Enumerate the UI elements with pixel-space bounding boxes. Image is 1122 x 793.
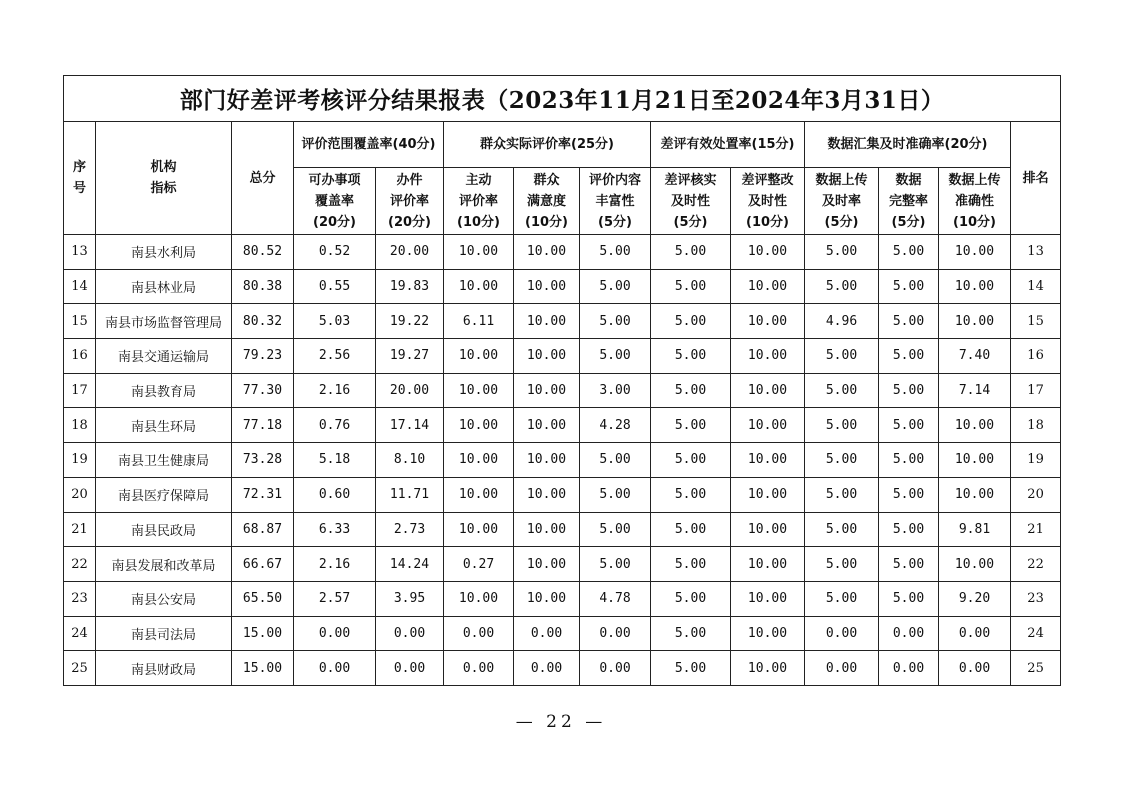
cell-total: 65.50: [232, 581, 294, 616]
subheader-6-line2: (10分): [746, 214, 789, 230]
cell-coverage: 2.57: [294, 581, 376, 616]
cell-satisfaction: 10.00: [514, 547, 580, 582]
subheader-5-line2: (5分): [673, 214, 708, 230]
table-row: [64, 547, 1061, 582]
table-row: [64, 235, 1061, 270]
subheader-2-line0: 主动: [465, 172, 492, 188]
cell-org-name: 南县市场监督管理局: [96, 304, 232, 339]
header-group-data: 数据汇集及时准确率(20分): [805, 122, 1011, 168]
cell-richness: 5.00: [580, 512, 651, 547]
cell-richness: 5.00: [580, 339, 651, 374]
cell-upload-timeliness: 5.00: [805, 408, 879, 443]
subheader-9: [939, 168, 1011, 235]
cell-verify-timeliness: 5.00: [651, 408, 731, 443]
cell-seq: 25: [64, 651, 96, 686]
cell-coverage: 0.00: [294, 651, 376, 686]
cell-accuracy: 7.14: [939, 373, 1011, 408]
subheader-4-line1: 丰富性: [595, 193, 635, 209]
subheader-2: [444, 168, 514, 235]
cell-coverage: 2.16: [294, 373, 376, 408]
cell-verify-timeliness: 5.00: [651, 547, 731, 582]
subheader-9-line2: (10分): [953, 214, 996, 230]
cell-completeness: 5.00: [879, 269, 939, 304]
subheader-8-line1: 完整率: [888, 193, 928, 209]
cell-seq: 19: [64, 443, 96, 478]
cell-verify-timeliness: 5.00: [651, 304, 731, 339]
cell-rectify-timeliness: 10.00: [731, 269, 805, 304]
cell-accuracy: 10.00: [939, 304, 1011, 339]
cell-coverage: 0.60: [294, 477, 376, 512]
cell-accuracy: 10.00: [939, 408, 1011, 443]
cell-richness: 5.00: [580, 269, 651, 304]
cell-satisfaction: 10.00: [514, 235, 580, 270]
table-row: [64, 373, 1061, 408]
cell-seq: 23: [64, 581, 96, 616]
cell-rank: 24: [1011, 616, 1061, 651]
subheader-4-line0: 评价内容: [588, 172, 641, 188]
subheader-9-line1: 准确性: [954, 193, 994, 209]
header-org: [96, 122, 232, 235]
header-seq: [64, 122, 96, 235]
subheader-8: [879, 168, 939, 235]
header-seq-line1: 序: [72, 160, 86, 175]
cell-handled-rate: 20.00: [376, 235, 444, 270]
cell-verify-timeliness: 5.00: [651, 616, 731, 651]
cell-richness: 4.28: [580, 408, 651, 443]
cell-upload-timeliness: 5.00: [805, 443, 879, 478]
cell-seq: 13: [64, 235, 96, 270]
cell-upload-timeliness: 5.00: [805, 512, 879, 547]
cell-org-name: 南县交通运输局: [96, 339, 232, 374]
cell-active-rate: 10.00: [444, 339, 514, 374]
subheader-3-line2: (10分): [525, 214, 568, 230]
cell-rectify-timeliness: 10.00: [731, 339, 805, 374]
cell-handled-rate: 2.73: [376, 512, 444, 547]
cell-rectify-timeliness: 10.00: [731, 616, 805, 651]
cell-richness: 0.00: [580, 616, 651, 651]
subheader-4-line2: (5分): [598, 214, 632, 230]
cell-active-rate: 0.00: [444, 616, 514, 651]
table-row: [64, 408, 1061, 443]
subheader-3-line0: 群众: [533, 172, 560, 188]
cell-upload-timeliness: 5.00: [805, 581, 879, 616]
cell-total: 68.87: [232, 512, 294, 547]
cell-active-rate: 0.27: [444, 547, 514, 582]
cell-rank: 17: [1011, 373, 1061, 408]
table-row: [64, 304, 1061, 339]
cell-completeness: 5.00: [879, 235, 939, 270]
cell-completeness: 5.00: [879, 373, 939, 408]
cell-rectify-timeliness: 10.00: [731, 235, 805, 270]
subheader-5-line0: 差评核实: [664, 172, 717, 188]
cell-handled-rate: 19.27: [376, 339, 444, 374]
cell-active-rate: 10.00: [444, 581, 514, 616]
cell-upload-timeliness: 5.00: [805, 373, 879, 408]
cell-rank: 21: [1011, 512, 1061, 547]
cell-upload-timeliness: 5.00: [805, 235, 879, 270]
header-seq-line2: 号: [72, 181, 86, 196]
cell-rank: 18: [1011, 408, 1061, 443]
cell-seq: 16: [64, 339, 96, 374]
cell-coverage: 0.52: [294, 235, 376, 270]
cell-richness: 5.00: [580, 443, 651, 478]
cell-coverage: 6.33: [294, 512, 376, 547]
cell-org-name: 南县卫生健康局: [96, 443, 232, 478]
cell-accuracy: 10.00: [939, 477, 1011, 512]
report-title: 部门好差评考核评分结果报表（2023年11月21日至2024年3月31日）: [64, 76, 1061, 122]
cell-verify-timeliness: 5.00: [651, 269, 731, 304]
cell-completeness: 0.00: [879, 616, 939, 651]
cell-total: 15.00: [232, 616, 294, 651]
cell-active-rate: 0.00: [444, 651, 514, 686]
cell-handled-rate: 8.10: [376, 443, 444, 478]
cell-satisfaction: 10.00: [514, 477, 580, 512]
cell-accuracy: 7.40: [939, 339, 1011, 374]
cell-rank: 14: [1011, 269, 1061, 304]
cell-org-name: 南县林业局: [96, 269, 232, 304]
header-group-evaluation: 群众实际评价率(25分): [444, 122, 651, 168]
cell-rectify-timeliness: 10.00: [731, 651, 805, 686]
subheader-6-line0: 差评整改: [741, 172, 794, 188]
cell-org-name: 南县公安局: [96, 581, 232, 616]
cell-coverage: 0.55: [294, 269, 376, 304]
cell-total: 80.32: [232, 304, 294, 339]
cell-verify-timeliness: 5.00: [651, 581, 731, 616]
cell-active-rate: 10.00: [444, 443, 514, 478]
cell-org-name: 南县医疗保障局: [96, 477, 232, 512]
cell-total: 73.28: [232, 443, 294, 478]
subheader-9-line0: 数据上传: [948, 172, 1001, 188]
cell-rank: 22: [1011, 547, 1061, 582]
subheader-1-line1: 评价率: [389, 193, 429, 209]
table-row: [64, 339, 1061, 374]
table-row: [64, 512, 1061, 547]
cell-verify-timeliness: 5.00: [651, 443, 731, 478]
cell-upload-timeliness: 5.00: [805, 477, 879, 512]
table-row: [64, 581, 1061, 616]
subheader-7-line0: 数据上传: [815, 172, 868, 188]
cell-handled-rate: 19.83: [376, 269, 444, 304]
cell-upload-timeliness: 4.96: [805, 304, 879, 339]
cell-accuracy: 0.00: [939, 616, 1011, 651]
cell-org-name: 南县生环局: [96, 408, 232, 443]
cell-completeness: 5.00: [879, 477, 939, 512]
cell-completeness: 5.00: [879, 547, 939, 582]
cell-seq: 22: [64, 547, 96, 582]
score-report-table: [63, 75, 1061, 686]
cell-upload-timeliness: 5.00: [805, 339, 879, 374]
cell-completeness: 0.00: [879, 651, 939, 686]
cell-accuracy: 10.00: [939, 547, 1011, 582]
cell-coverage: 5.18: [294, 443, 376, 478]
cell-total: 79.23: [232, 339, 294, 374]
cell-org-name: 南县发展和改革局: [96, 547, 232, 582]
cell-completeness: 5.00: [879, 581, 939, 616]
cell-total: 77.18: [232, 408, 294, 443]
cell-verify-timeliness: 5.00: [651, 235, 731, 270]
header-org-line1: 机构: [150, 160, 177, 175]
header-org-line2: 指标: [150, 181, 177, 196]
table-row: [64, 443, 1061, 478]
cell-satisfaction: 10.00: [514, 304, 580, 339]
header-total: 总分: [232, 122, 294, 235]
subheader-7-line1: 及时率: [821, 193, 861, 209]
subheader-1-line2: (20分): [388, 214, 431, 230]
cell-completeness: 5.00: [879, 512, 939, 547]
table-row: [64, 651, 1061, 686]
subheader-6: [731, 168, 805, 235]
cell-verify-timeliness: 5.00: [651, 512, 731, 547]
cell-org-name: 南县教育局: [96, 373, 232, 408]
cell-rank: 20: [1011, 477, 1061, 512]
cell-active-rate: 10.00: [444, 235, 514, 270]
cell-rectify-timeliness: 10.00: [731, 477, 805, 512]
subheader-3-line1: 满意度: [526, 193, 566, 209]
cell-total: 80.52: [232, 235, 294, 270]
cell-seq: 20: [64, 477, 96, 512]
subheader-8-line0: 数据: [895, 172, 922, 188]
cell-active-rate: 10.00: [444, 512, 514, 547]
cell-seq: 17: [64, 373, 96, 408]
cell-seq: 15: [64, 304, 96, 339]
cell-rectify-timeliness: 10.00: [731, 443, 805, 478]
cell-org-name: 南县民政局: [96, 512, 232, 547]
table-row: [64, 269, 1061, 304]
cell-coverage: 2.56: [294, 339, 376, 374]
cell-seq: 21: [64, 512, 96, 547]
subheader-2-line2: (10分): [457, 214, 500, 230]
cell-seq: 14: [64, 269, 96, 304]
cell-coverage: 0.76: [294, 408, 376, 443]
cell-rank: 25: [1011, 651, 1061, 686]
cell-rectify-timeliness: 10.00: [731, 408, 805, 443]
cell-satisfaction: 10.00: [514, 408, 580, 443]
cell-rectify-timeliness: 10.00: [731, 512, 805, 547]
cell-accuracy: 0.00: [939, 651, 1011, 686]
cell-total: 77.30: [232, 373, 294, 408]
cell-seq: 18: [64, 408, 96, 443]
cell-satisfaction: 0.00: [514, 616, 580, 651]
cell-handled-rate: 0.00: [376, 651, 444, 686]
cell-completeness: 5.00: [879, 339, 939, 374]
cell-seq: 24: [64, 616, 96, 651]
subheader-6-line1: 及时性: [747, 193, 787, 209]
cell-org-name: 南县司法局: [96, 616, 232, 651]
cell-satisfaction: 10.00: [514, 269, 580, 304]
cell-rank: 16: [1011, 339, 1061, 374]
cell-handled-rate: 11.71: [376, 477, 444, 512]
cell-rank: 15: [1011, 304, 1061, 339]
cell-satisfaction: 10.00: [514, 339, 580, 374]
cell-handled-rate: 3.95: [376, 581, 444, 616]
cell-coverage: 2.16: [294, 547, 376, 582]
cell-completeness: 5.00: [879, 443, 939, 478]
cell-handled-rate: 17.14: [376, 408, 444, 443]
cell-rectify-timeliness: 10.00: [731, 547, 805, 582]
cell-satisfaction: 0.00: [514, 651, 580, 686]
subheader-8-line2: (5分): [891, 214, 926, 230]
subheader-5: [651, 168, 731, 235]
cell-handled-rate: 19.22: [376, 304, 444, 339]
cell-active-rate: 10.00: [444, 408, 514, 443]
cell-completeness: 5.00: [879, 408, 939, 443]
cell-total: 80.38: [232, 269, 294, 304]
cell-total: 66.67: [232, 547, 294, 582]
cell-rectify-timeliness: 10.00: [731, 304, 805, 339]
cell-richness: 5.00: [580, 235, 651, 270]
cell-handled-rate: 0.00: [376, 616, 444, 651]
cell-total: 72.31: [232, 477, 294, 512]
header-rank: 排名: [1011, 122, 1061, 235]
subheader-7-line2: (5分): [824, 214, 859, 230]
cell-richness: 0.00: [580, 651, 651, 686]
cell-richness: 5.00: [580, 547, 651, 582]
subheader-5-line1: 及时性: [670, 193, 710, 209]
cell-richness: 5.00: [580, 477, 651, 512]
subheader-0-line2: (20分): [313, 214, 356, 230]
cell-org-name: 南县水利局: [96, 235, 232, 270]
cell-verify-timeliness: 5.00: [651, 373, 731, 408]
cell-active-rate: 6.11: [444, 304, 514, 339]
header-group-disposal: 差评有效处置率(15分): [651, 122, 805, 168]
subheader-1-line0: 办件: [396, 172, 423, 188]
cell-accuracy: 10.00: [939, 235, 1011, 270]
subheader-0-line1: 覆盖率: [314, 193, 354, 209]
cell-active-rate: 10.00: [444, 373, 514, 408]
cell-completeness: 5.00: [879, 304, 939, 339]
cell-active-rate: 10.00: [444, 269, 514, 304]
cell-rectify-timeliness: 10.00: [731, 373, 805, 408]
cell-rank: 13: [1011, 235, 1061, 270]
subheader-7: [805, 168, 879, 235]
cell-accuracy: 10.00: [939, 443, 1011, 478]
page-number: — 22 —: [515, 712, 607, 732]
cell-verify-timeliness: 5.00: [651, 651, 731, 686]
subheader-2-line1: 评价率: [458, 193, 498, 209]
cell-accuracy: 10.00: [939, 269, 1011, 304]
cell-upload-timeliness: 0.00: [805, 616, 879, 651]
cell-org-name: 南县财政局: [96, 651, 232, 686]
cell-handled-rate: 20.00: [376, 373, 444, 408]
cell-rank: 23: [1011, 581, 1061, 616]
subheader-0-line0: 可办事项: [308, 172, 361, 188]
header-group-coverage: 评价范围覆盖率(40分): [294, 122, 444, 168]
cell-upload-timeliness: 5.00: [805, 269, 879, 304]
cell-satisfaction: 10.00: [514, 373, 580, 408]
cell-satisfaction: 10.00: [514, 581, 580, 616]
cell-satisfaction: 10.00: [514, 512, 580, 547]
cell-verify-timeliness: 5.00: [651, 477, 731, 512]
cell-accuracy: 9.81: [939, 512, 1011, 547]
subheader-1: [376, 168, 444, 235]
cell-rectify-timeliness: 10.00: [731, 581, 805, 616]
cell-total: 15.00: [232, 651, 294, 686]
cell-upload-timeliness: 5.00: [805, 547, 879, 582]
table-row: [64, 477, 1061, 512]
subheader-0: [294, 168, 376, 235]
cell-upload-timeliness: 0.00: [805, 651, 879, 686]
cell-satisfaction: 10.00: [514, 443, 580, 478]
cell-rank: 19: [1011, 443, 1061, 478]
cell-coverage: 0.00: [294, 616, 376, 651]
table-row: [64, 616, 1061, 651]
cell-richness: 3.00: [580, 373, 651, 408]
cell-handled-rate: 14.24: [376, 547, 444, 582]
cell-richness: 5.00: [580, 304, 651, 339]
cell-richness: 4.78: [580, 581, 651, 616]
cell-active-rate: 10.00: [444, 477, 514, 512]
subheader-4: [580, 168, 651, 235]
subheader-3: [514, 168, 580, 235]
cell-coverage: 5.03: [294, 304, 376, 339]
cell-verify-timeliness: 5.00: [651, 339, 731, 374]
cell-accuracy: 9.20: [939, 581, 1011, 616]
